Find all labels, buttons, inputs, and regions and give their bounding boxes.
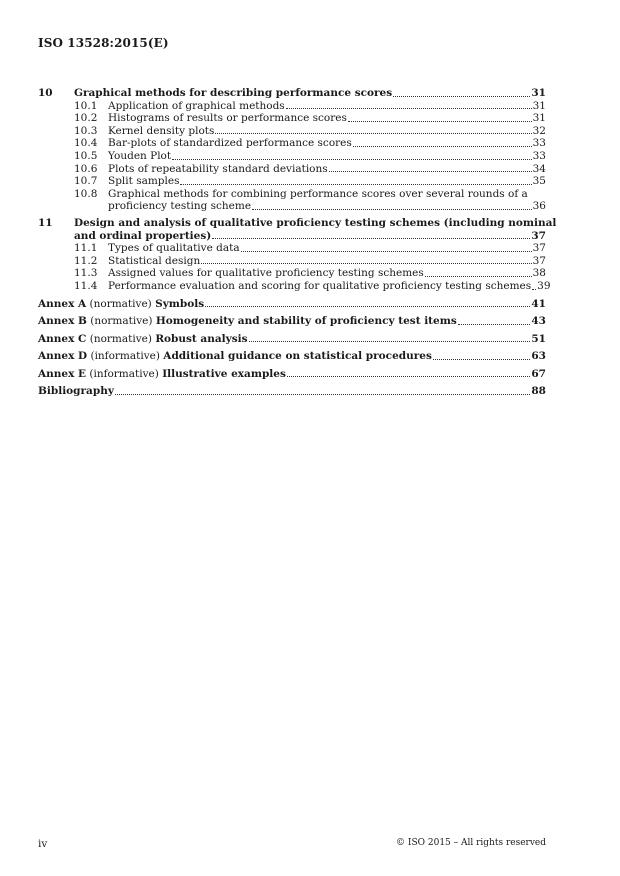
dot-leader — [241, 251, 532, 252]
toc-number: 11 — [38, 216, 53, 229]
dot-leader — [286, 108, 532, 109]
annex-type: (informative) — [89, 367, 159, 380]
toc-title-line1: Graphical methods for combining performance scores over several rounds of a — [108, 187, 528, 200]
annex-type: (normative) — [89, 332, 152, 345]
toc-number: 10.2 — [74, 112, 98, 125]
toc-number: 10.8 — [74, 187, 98, 200]
toc-entry-11-1[interactable] — [38, 242, 546, 255]
dot-leader — [212, 238, 530, 239]
document-id: ISO 13528:2015(E) — [38, 36, 169, 50]
toc-page: 43 — [531, 315, 546, 328]
toc-number: 10.6 — [74, 162, 98, 175]
toc-page: 31 — [532, 99, 546, 112]
copyright-notice: © ISO 2015 – All rights reserved — [396, 838, 546, 848]
toc-title: Assigned values for qualitative proficiency testing schemes — [108, 267, 424, 280]
page-number: iv — [38, 838, 48, 850]
toc-entry-10-8[interactable] — [38, 188, 546, 201]
toc-title: Graphical methods for describing performance scores — [74, 87, 393, 99]
dot-leader — [458, 324, 531, 325]
toc-entry-10-4[interactable] — [38, 137, 546, 150]
toc-page: 37 — [532, 242, 546, 255]
toc-title: Performance evaluation and scoring for qualitative proficiency testing schemes — [108, 279, 532, 292]
bibliography-title: Bibliography — [38, 385, 114, 398]
toc-title: Types of qualitative data — [108, 242, 240, 255]
table-of-contents — [38, 87, 557, 398]
toc-title: Plots of repeatability standard deviations — [108, 162, 328, 175]
annex-title: Symbols — [155, 297, 205, 310]
toc-number: 10.5 — [74, 149, 98, 162]
toc-title: Statistical design — [108, 254, 201, 267]
dot-leader — [287, 376, 531, 377]
annex-title: Additional guidance on statistical procedures — [163, 350, 432, 363]
toc-page: 36 — [532, 200, 546, 213]
toc-entry-10-8-cont[interactable] — [38, 200, 546, 213]
toc-entry-11-cont[interactable] — [38, 230, 546, 243]
toc-page: 51 — [531, 332, 546, 345]
toc-number: 11.3 — [74, 267, 98, 280]
toc-title-line2: and ordinal properties) — [74, 229, 212, 242]
annex-type: (informative) — [90, 350, 160, 363]
toc-number: 11.4 — [74, 279, 98, 292]
toc-entry-11-2[interactable] — [38, 255, 546, 268]
toc-annex-c[interactable] — [38, 333, 546, 346]
annex-type: (normative) — [90, 315, 153, 328]
toc-page: 31 — [532, 112, 546, 125]
dot-leader — [532, 289, 536, 290]
toc-entry-10-7[interactable] — [38, 175, 546, 188]
dot-leader — [180, 184, 531, 185]
toc-page: 63 — [531, 350, 546, 363]
dot-leader — [115, 394, 530, 395]
toc-entry-10-2[interactable] — [38, 112, 546, 125]
dot-leader — [249, 341, 531, 342]
toc-title-line1: Design and analysis of qualitative proficiency testing schemes (including nominal — [74, 216, 557, 229]
toc-page: 33 — [532, 137, 546, 150]
annex-label: Annex A — [38, 297, 87, 310]
annex-title: Robust analysis — [155, 332, 248, 345]
toc-title: Split samples — [108, 175, 180, 188]
toc-page: 37 — [531, 229, 546, 242]
toc-annex-e[interactable] — [38, 368, 546, 381]
toc-entry-11-3[interactable] — [38, 267, 546, 280]
toc-number: 10.7 — [74, 175, 98, 188]
toc-number: 10.3 — [74, 124, 98, 137]
toc-page: 31 — [531, 87, 546, 99]
toc-annex-a[interactable] — [38, 298, 546, 311]
toc-page: 32 — [532, 124, 546, 137]
annex-label: Annex D — [38, 350, 88, 363]
toc-entry-11[interactable] — [38, 216, 557, 230]
dot-leader — [252, 209, 532, 210]
toc-bibliography[interactable] — [38, 385, 546, 398]
dot-leader — [348, 121, 532, 122]
toc-title: Youden Plot — [108, 149, 172, 162]
dot-leader — [172, 159, 532, 160]
dot-leader — [425, 276, 532, 277]
toc-title: Histograms of results or performance scores — [108, 112, 347, 125]
toc-number: 10.1 — [74, 99, 98, 112]
toc-number: 10 — [38, 87, 53, 99]
dot-leader — [393, 96, 530, 97]
toc-title-line2: proficiency testing scheme — [108, 200, 252, 213]
toc-page: 39 — [537, 279, 551, 292]
toc-entry-10-3[interactable] — [38, 125, 546, 138]
toc-page: 38 — [532, 267, 546, 280]
toc-entry-10-6[interactable] — [38, 163, 546, 176]
toc-entry-10[interactable] — [38, 87, 546, 100]
toc-number: 11.1 — [74, 242, 98, 255]
annex-type: (normative) — [89, 297, 152, 310]
toc-page: 88 — [531, 385, 546, 398]
toc-annex-b[interactable] — [38, 315, 546, 328]
toc-title: Bar-plots of standardized performance scores — [108, 137, 352, 150]
dot-leader — [433, 359, 531, 360]
annex-title: Homogeneity and stability of proficiency test items — [155, 315, 457, 328]
toc-entry-10-5[interactable] — [38, 150, 546, 163]
toc-page: 41 — [531, 297, 546, 310]
dot-leader — [353, 146, 532, 147]
dot-leader — [329, 171, 532, 172]
toc-number: 11.2 — [74, 254, 98, 267]
toc-page: 33 — [532, 149, 546, 162]
dot-leader — [201, 263, 531, 264]
annex-title: Illustrative examples — [162, 367, 286, 380]
toc-title: Application of graphical methods — [108, 99, 285, 112]
dot-leader — [215, 133, 531, 134]
toc-page: 34 — [532, 162, 546, 175]
toc-page: 35 — [532, 175, 546, 188]
toc-page: 37 — [532, 254, 546, 267]
toc-number: 10.4 — [74, 137, 98, 150]
toc-page: 67 — [531, 367, 546, 380]
annex-label: Annex C — [38, 332, 87, 345]
dot-leader — [205, 306, 530, 307]
toc-title: Kernel density plots — [108, 124, 215, 137]
annex-label: Annex E — [38, 367, 87, 380]
toc-annex-d[interactable] — [38, 350, 546, 363]
toc-entry-10-1[interactable] — [38, 100, 546, 113]
annex-label: Annex B — [38, 315, 87, 328]
toc-entry-11-4[interactable] — [38, 279, 551, 293]
